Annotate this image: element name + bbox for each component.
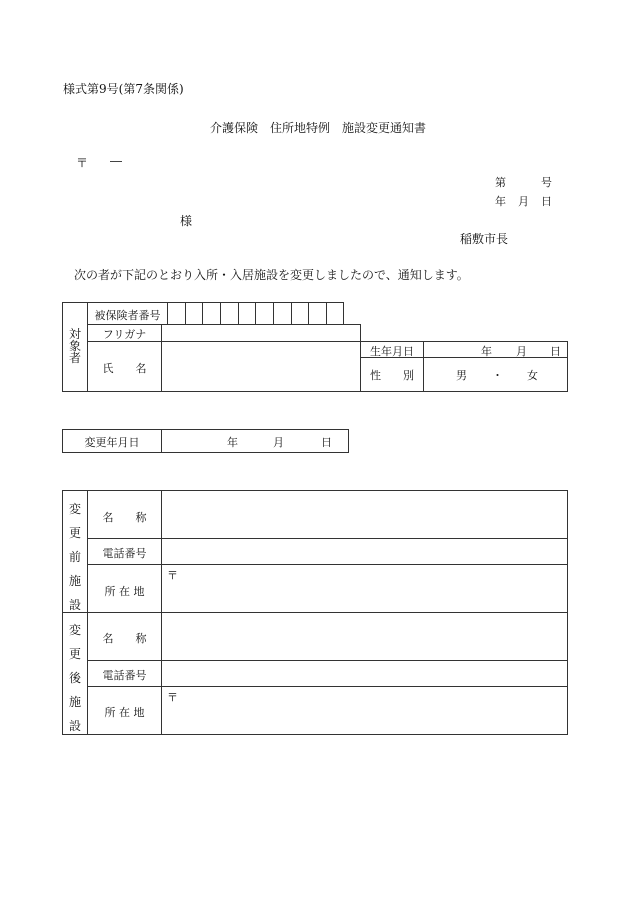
after-name-label: 名 称 xyxy=(102,632,147,645)
gender-label: 性 別 xyxy=(370,369,414,382)
before-address-field[interactable] xyxy=(162,565,567,612)
after-phone-label: 電話番号 xyxy=(102,669,147,682)
birthdate-field[interactable] xyxy=(423,341,568,358)
before-phone-label: 電話番号 xyxy=(102,547,147,560)
furigana-label: フリガナ xyxy=(102,328,147,341)
addressee-suffix: 様 xyxy=(180,214,193,228)
form-number: 様式第9号(第7条関係) xyxy=(63,82,184,96)
birthdate-label: 生年月日 xyxy=(370,345,414,358)
document-title: 介護保険 住所地特例 施設変更通知書 xyxy=(210,121,427,135)
postal-dash: ― xyxy=(110,154,122,168)
postal-mark: 〒 xyxy=(76,156,89,170)
gender-female[interactable]: 女 xyxy=(527,369,538,382)
before-name-label: 名 称 xyxy=(102,511,147,524)
issue-date-day: 日 xyxy=(541,195,552,208)
after-name-field[interactable] xyxy=(162,613,567,660)
gender-separator: ・ xyxy=(492,369,503,382)
furigana-field[interactable] xyxy=(161,324,361,342)
issue-date-month: 月 xyxy=(518,195,529,208)
change-date-month: 月 xyxy=(273,436,284,449)
after-facility-label: 変更後施設 xyxy=(68,623,81,733)
change-date-day: 日 xyxy=(321,436,332,449)
change-date-year: 年 xyxy=(227,436,238,449)
subject-side-label: 対象者 xyxy=(68,327,81,365)
issue-date-year: 年 xyxy=(495,195,506,208)
insured-number-label: 被保険者番号 xyxy=(94,309,161,322)
doc-number-suffix: 号 xyxy=(541,176,552,189)
before-facility-label: 変更前施設 xyxy=(68,502,81,612)
birth-year: 年 xyxy=(481,345,492,358)
change-date-label: 変更年月日 xyxy=(84,436,140,449)
birth-month: 月 xyxy=(516,345,527,358)
notice-text: 次の者が下記のとおり入所・入居施設を変更しましたので、通知します。 xyxy=(74,268,469,282)
issuer-name: 稲敷市長 xyxy=(460,232,509,246)
after-address-label: 所 在 地 xyxy=(104,706,145,719)
after-phone-field[interactable] xyxy=(162,661,567,686)
birth-day: 日 xyxy=(550,345,561,358)
before-address-label: 所 在 地 xyxy=(104,585,145,598)
before-name-field[interactable] xyxy=(162,491,567,538)
gender-male[interactable]: 男 xyxy=(456,369,467,382)
after-address-field[interactable] xyxy=(162,687,567,734)
before-postal-mark: 〒 xyxy=(167,569,178,582)
before-phone-field[interactable] xyxy=(162,539,567,564)
name-label: 氏 名 xyxy=(102,362,147,375)
doc-number-prefix: 第 xyxy=(495,176,506,189)
name-field[interactable] xyxy=(161,341,361,392)
after-postal-mark: 〒 xyxy=(167,691,178,704)
